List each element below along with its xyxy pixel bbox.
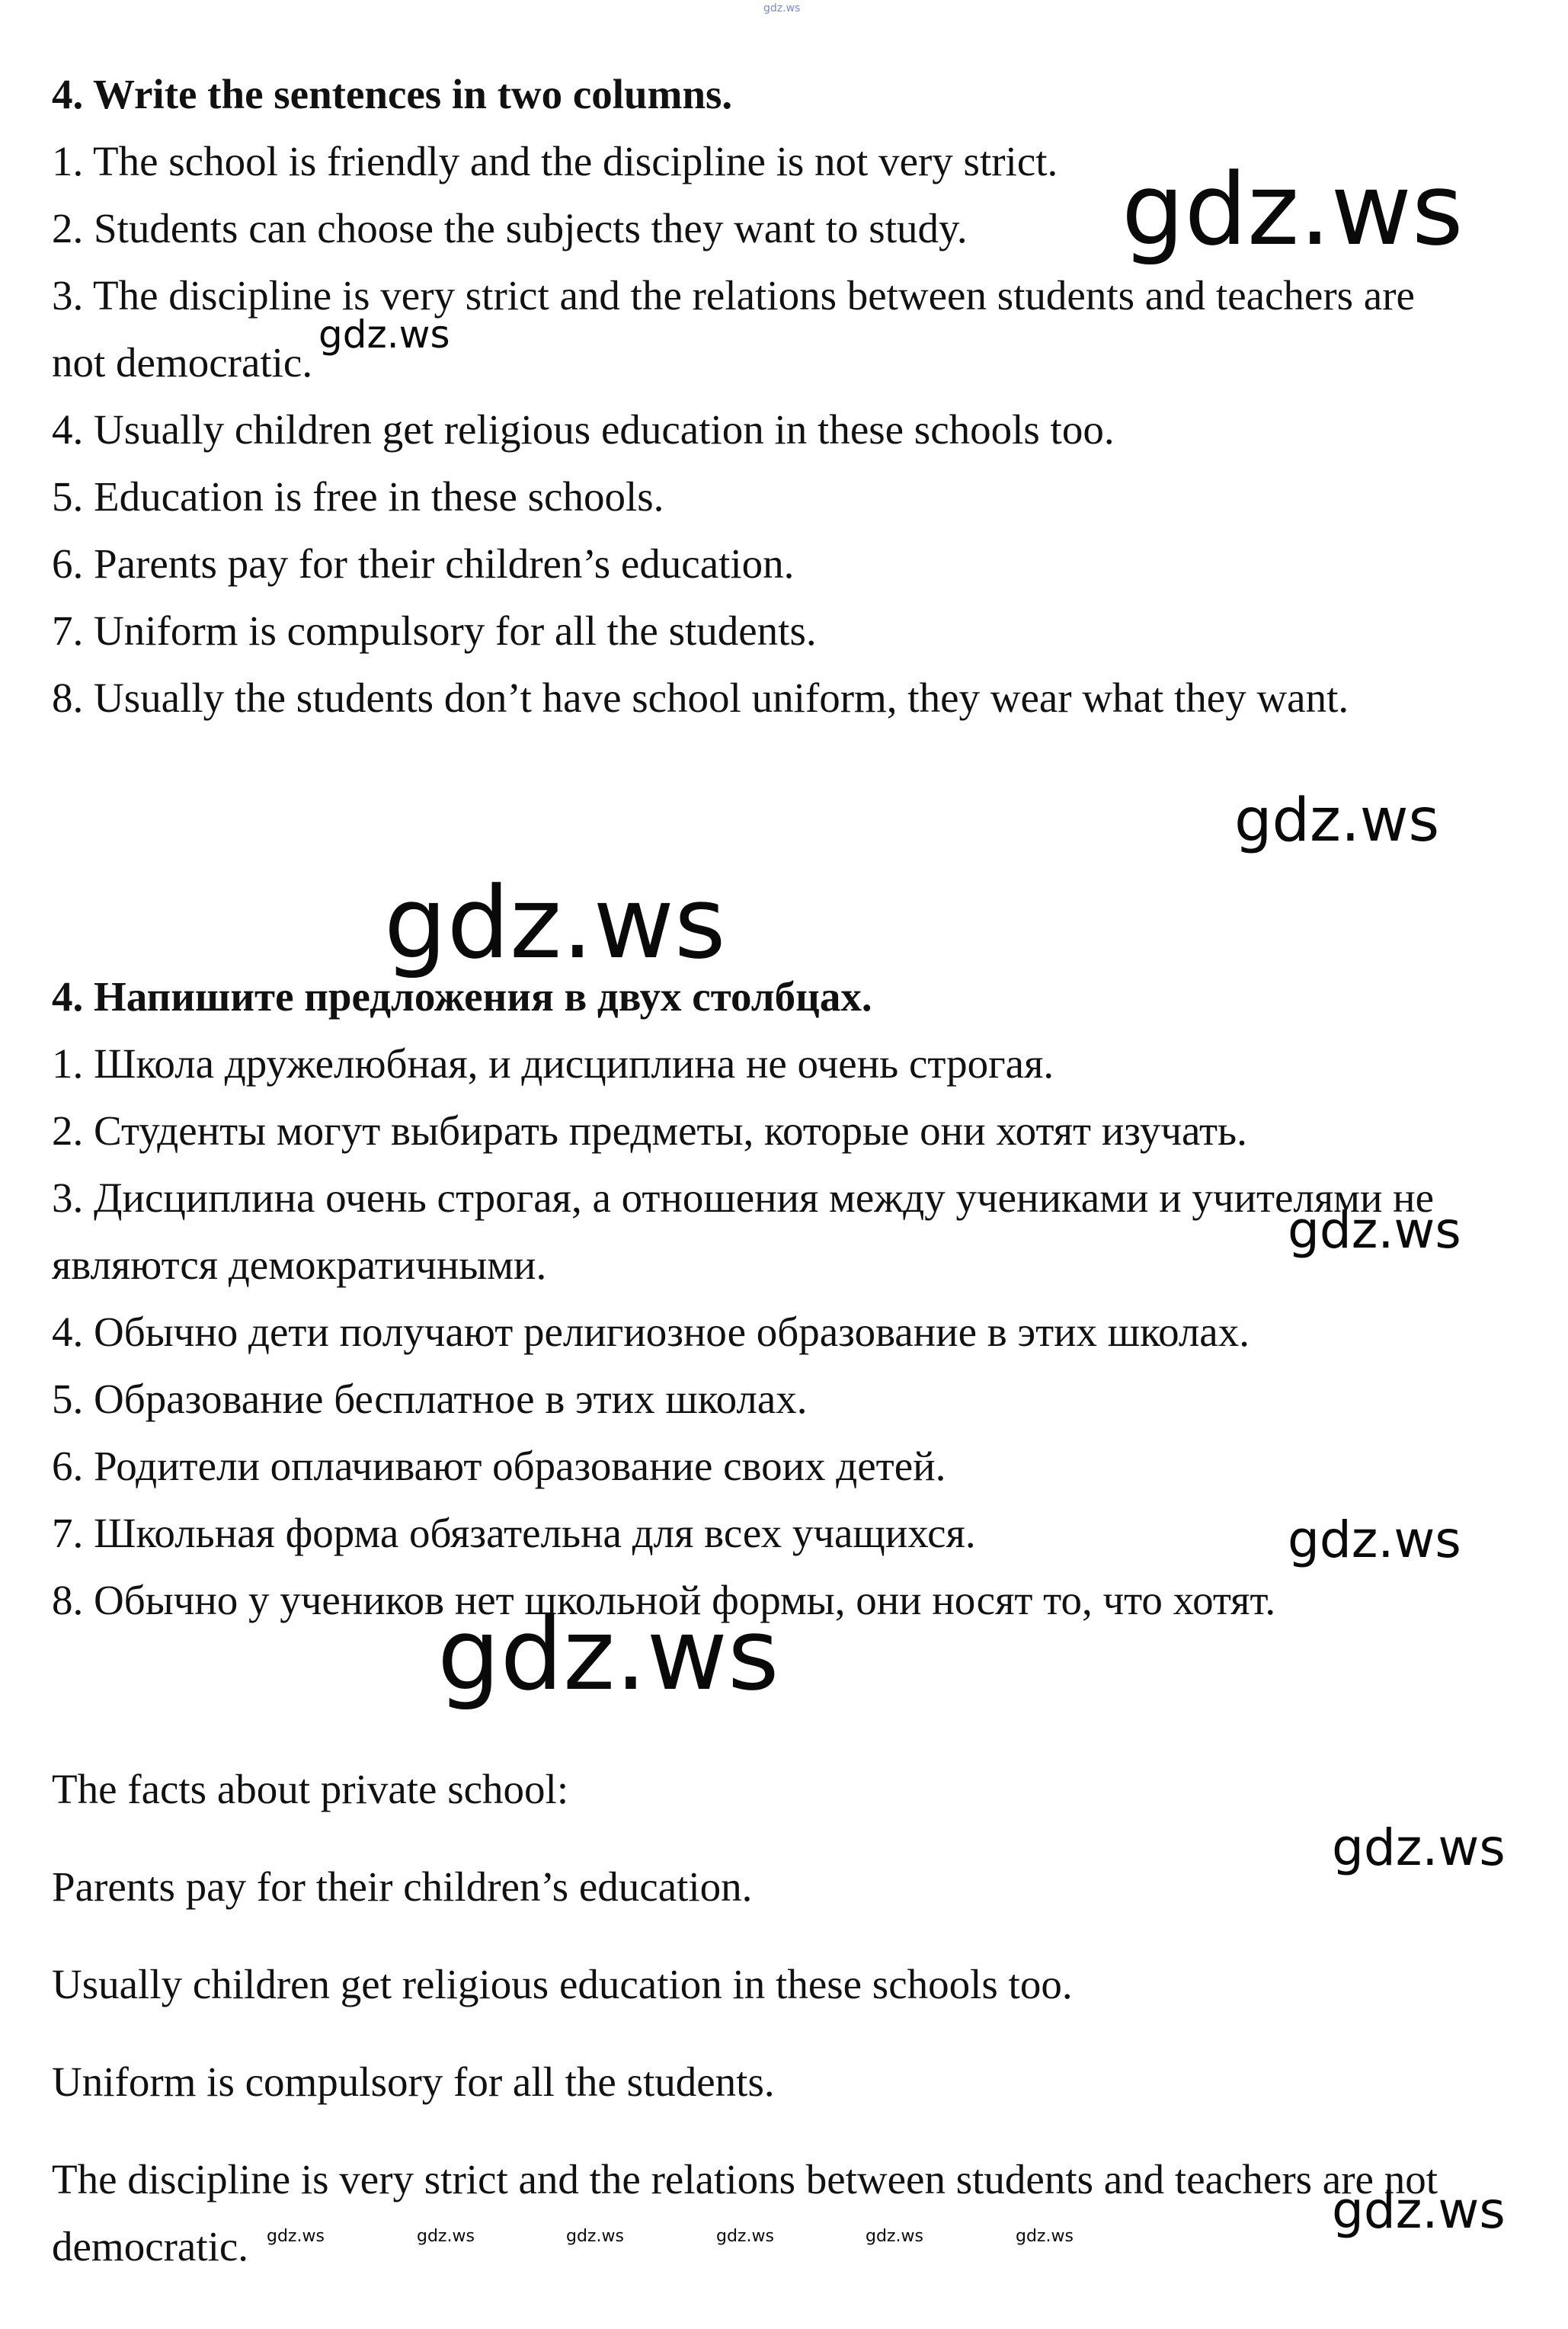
english-line: 6. Parents pay for their children’s education. [52,540,795,587]
answer-fact: The discipline is very strict and the relations between students and teachers are not [52,2156,1438,2202]
english-line: 4. Usually children get religious education in these schools too. [52,406,1115,453]
footer-watermark: gdz.ws [716,2227,774,2246]
footer-watermark: gdz.ws [417,2227,475,2246]
russian-line: 5. Образование бесплатное в этих школах. [52,1376,808,1422]
watermark: gdz.ws [1332,1818,1506,1877]
russian-line: 7. Школьная форма обязательна для всех учащихся. [52,1510,976,1556]
watermark: gdz.ws [437,1597,779,1712]
russian-line: 2. Студенты могут выбирать предметы, которые они хотят изучать. [52,1107,1247,1154]
russian-line: 4. Обычно дети получают религиозное образование в этих школах. [52,1309,1250,1355]
watermark: gdz.ws [1288,1201,1461,1260]
footer-watermark: gdz.ws [1016,2227,1074,2246]
watermark: gdz.ws [1122,152,1464,267]
russian-line: 1. Школа дружелюбная, и дисциплина не очень строгая. [52,1040,1054,1087]
english-line: 1. The school is friendly and the discipline is not very strict. [52,138,1058,184]
watermark: gdz.ws [1332,2181,1506,2240]
answer-fact: democratic. [52,2223,249,2270]
russian-line: 3. Дисциплина очень строгая, а отношения между учениками и учителями не [52,1174,1435,1221]
answer-heading: The facts about private school: [52,1766,569,1812]
russian-line: 8. Обычно у учеников нет школьной формы, они носят то, что хотят. [52,1577,1276,1623]
english-line: not democratic. [52,339,313,386]
footer-watermark: gdz.ws [866,2227,923,2246]
english-line: 2. Students can choose the subjects they want to study. [52,205,968,251]
russian-title: 4. Напишите предложения в двух столбцах. [52,973,872,1020]
english-line: 5. Education is free in these schools. [52,473,664,520]
answer-fact: Parents pay for their children’s education. [52,1863,753,1910]
top-watermark: gdz.ws [763,2,801,14]
watermark: gdz.ws [318,312,450,357]
watermark: gdz.ws [1234,786,1440,855]
english-title: 4. Write the sentences in two columns. [52,71,733,117]
russian-line: являются демократичными. [52,1241,547,1288]
footer-watermark: gdz.ws [267,2227,325,2246]
english-line: 7. Uniform is compulsory for all the students. [52,607,817,654]
russian-line: 6. Родители оплачивают образование своих детей. [52,1443,946,1489]
english-line: 3. The discipline is very strict and the relations between students and teachers are [52,272,1415,319]
watermark: gdz.ws [384,865,726,981]
watermark: gdz.ws [1288,1510,1461,1569]
footer-watermark: gdz.ws [566,2227,624,2246]
answer-fact: Usually children get religious education in these schools too. [52,1961,1073,2007]
english-line: 8. Usually the students don’t have school uniform, they wear what they want. [52,674,1349,721]
answer-fact: Uniform is compulsory for all the students. [52,2058,775,2105]
